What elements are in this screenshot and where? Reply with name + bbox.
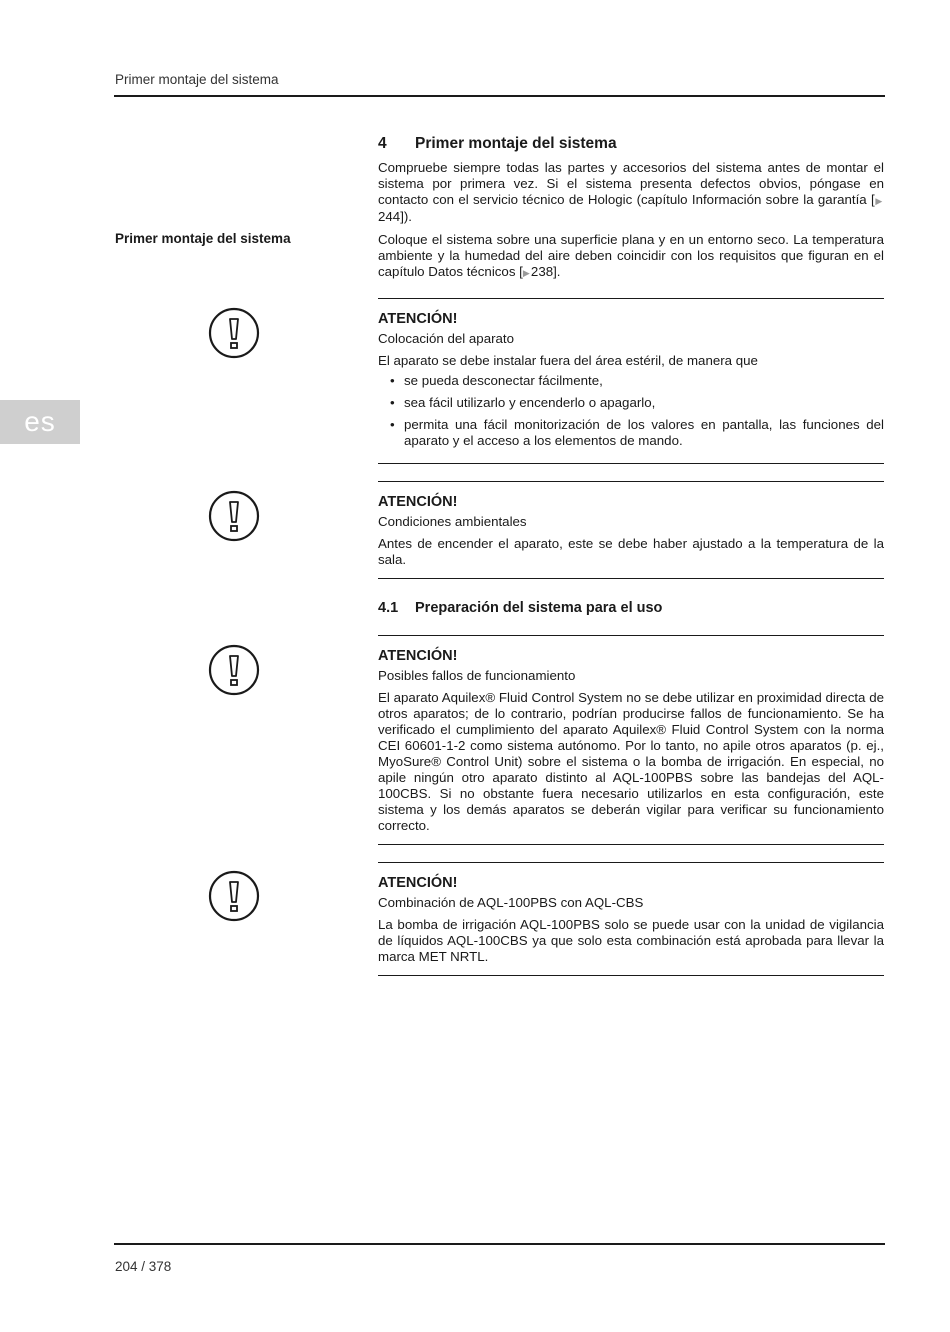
page-reference[interactable]: 244	[378, 209, 401, 224]
list-item: • sea fácil utilizarlo y encenderlo o apagarlo,	[378, 395, 884, 411]
exclamation-circle-icon	[208, 644, 260, 696]
page-reference[interactable]: 238	[530, 264, 554, 279]
margin-note: Primer montaje del sistema	[115, 231, 291, 246]
warning-title: ATENCIÓN!	[378, 311, 458, 327]
warning-subtitle: Combinación de AQL-100PBS con AQL-CBS	[378, 895, 644, 910]
warning-bullet-list	[378, 373, 884, 449]
page-number: 204 / 378	[115, 1259, 172, 1274]
subsection-number: 4.1	[378, 600, 399, 616]
list-item: • permita una fácil monitorización de los valores en pantalla, las funciones del aparato y el acceso a los elementos de mando.	[378, 417, 884, 449]
warning-body: Antes de encender el aparato, este se debe haber ajustado a la temperatura de la sala.	[378, 536, 884, 567]
section-title: Primer montaje del sistema	[415, 135, 617, 152]
warning-title: ATENCIÓN!	[378, 648, 458, 664]
paragraph-text-end: ]).	[400, 209, 413, 224]
exclamation-circle-icon	[208, 490, 260, 542]
warning-box-ambient	[378, 481, 884, 579]
language-tab: es	[0, 400, 80, 444]
triangle-right-icon: ▶	[874, 196, 883, 206]
paragraph-text: Coloque el sistema sobre una superficie plana y en un entorno seco. La temperatura ambiente y la humedad del aire deben coincidir con los requisitos que figuran en el capítulo Datos técnicos [	[378, 232, 884, 279]
exclamation-circle-icon	[208, 870, 260, 922]
triangle-right-icon: ▶	[522, 268, 530, 278]
warning-subtitle: Colocación del aparato	[378, 331, 515, 346]
section-heading	[378, 136, 884, 152]
warning-subtitle: Condiciones ambientales	[378, 514, 527, 529]
warning-body: La bomba de irrigación AQL-100PBS solo se puede usar con la unidad de vigilancia de líquidos AQL-100CBS ya que solo esta combinación está aprobada para llevar la marca MET NRTL.	[378, 917, 884, 964]
running-header: Primer montaje del sistema	[115, 72, 279, 87]
warning-title: ATENCIÓN!	[378, 875, 458, 891]
warning-title: ATENCIÓN!	[378, 494, 458, 510]
warning-intro: El aparato se debe instalar fuera del área estéril, de manera que	[378, 353, 758, 368]
section-number: 4	[378, 135, 387, 152]
warning-box-malfunction	[378, 635, 884, 845]
warning-box-combination	[378, 862, 884, 976]
list-item: • se pueda desconectar fácilmente,	[378, 373, 884, 389]
footer-rule	[114, 1243, 885, 1245]
paragraph-text: Compruebe siempre todas las partes y accesorios del sistema antes de montar el sistema por primera vez. Si el sistema presenta defectos obvios, póngase en contacto con el servicio técnico de Hologic (capítulo Información sobre la garantía [	[378, 160, 884, 207]
placement-paragraph	[378, 232, 884, 281]
subsection-title: Preparación del sistema para el uso	[415, 600, 663, 616]
warning-subtitle: Posibles fallos de funcionamiento	[378, 668, 576, 683]
warning-body: El aparato Aquilex® Fluid Control System no se debe utilizar en proximidad directa de otros aparatos; de lo contrario, podrían producirse fallos de funcionamiento. Se ha verificado el cumplimiento del aparato Aquilex® Fluid Control System con la norma CEI 60601-1-2 como sistema autónomo. Por lo tanto, no apile otros aparatos (p. ej., MyoSure® Control Unit) sobre el sistema o la bomba de irrigación. En especial, no apile ningún otro aparato distinto al AQL-100PBS sobre las bandejas del AQL-100CBS. Si no obstante fuera necesario utilizarlos en esta configuración, este sistema y los demás aparatos se deberán vigilar para verificar su funcionamiento correcto.	[378, 690, 884, 833]
warning-box-placement	[378, 298, 884, 464]
intro-paragraph	[378, 160, 884, 225]
exclamation-circle-icon	[208, 307, 260, 359]
paragraph-text-end: ].	[553, 264, 561, 279]
header-rule	[114, 95, 885, 97]
subsection-heading	[378, 600, 884, 616]
